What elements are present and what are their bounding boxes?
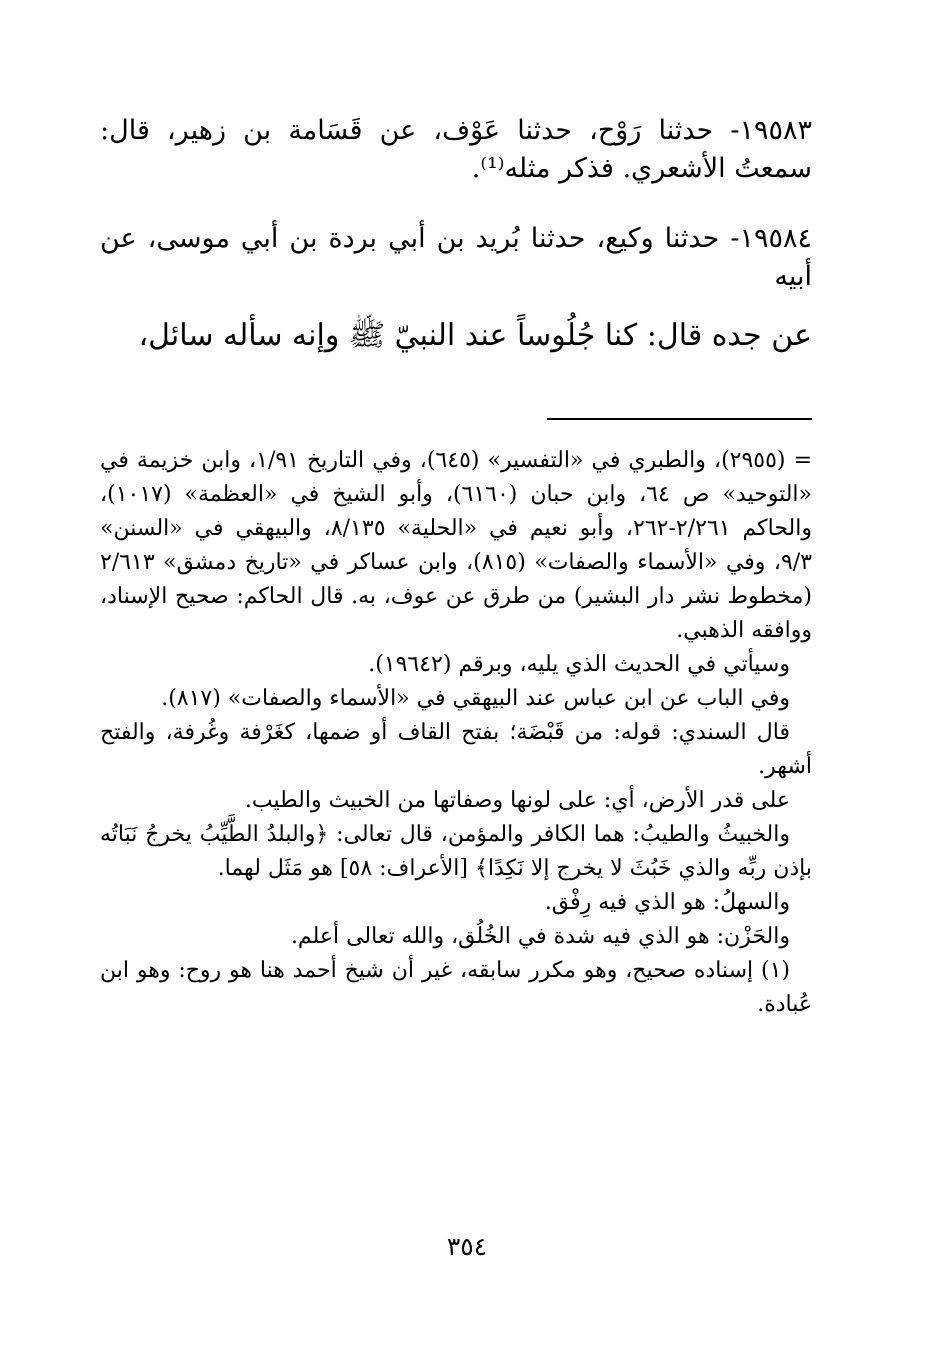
- footnote-divider: [547, 418, 812, 420]
- hadith-narration-line: عن جده قال: كنا جُلُوساً عند النبيّ ﷺ وإنه سأله سائل،: [138, 318, 812, 353]
- footnote-cross-reference: وسيأتي في الحديث الذي يليه، وبرقم (١٩٦٤٢).: [368, 652, 790, 677]
- hadith-19583: ١٩٥٨٣- حدثنا رَوْح، حدثنا عَوْف، عن قَسَامة بن زهير، قال: سمعتُ الأشعري. فذكر مثله⁽¹⁾.: [100, 115, 812, 184]
- footnote-sindi-comment: قال السندي: قوله: من قَبْضَة؛ بفتح القاف أو ضمها، كغَرْفة وغُرفة، والفتح أشهر.: [100, 720, 812, 779]
- footnote-good-bad: والخبيثُ والطيبُ: هما الكافر والمؤمن، قال تعالى: ﴿والبلدُ الطَّيِّبُ يخرجُ نَبَاتُه بإذن ربِّه والذي خَبُثَ لا يخرج إلا نَكِدًا﴾ [الأعراف: ٥٨] هو مَثَل لهما.: [100, 822, 812, 881]
- hadith-19584: ١٩٥٨٤- حدثنا وكيع، حدثنا بُريد بن أبي بردة بن أبي موسى، عن أبيه: [100, 223, 812, 292]
- footnote-1: (١) إسناده صحيح، وهو مكرر سابقه، غير أن شيخ أحمد هنا هو روح: وهو ابن عُبادة.: [100, 958, 812, 1017]
- page-number: ٣٥٤: [446, 1232, 488, 1261]
- footnote-earth-measure: على قدر الأرض، أي: على لونها وصفاتها من الخبيث والطيب.: [244, 788, 790, 813]
- main-text: [100, 112, 812, 296]
- footnote-chapter-reference: وفي الباب عن ابن عباس عند البيهقي في «الأسماء والصفات» (٨١٧).: [161, 686, 790, 711]
- footnote-sources: = (٢٩٥٥)، والطبري في «التفسير» (٦٤٥)، وفي التاريخ ١/٩١، وابن خزيمة في «التوحيد» ص ٦٤، وابن حبان (٦١٦٠)، وأبو الشيخ في «العظمة» (١٠١٧)، والحاكم ٢/٢٦١-٢٦٢، وأبو نعيم في «الحلية» ٨/١٣٥، والبيهقي في «السنن» ٩/٣، وفي «الأسماء والصفات» (٨١٥)، وابن عساكر في «تاريخ دمشق» ٢/٦١٣ (مخطوط نشر دار البشير) من طرق عن عوف، به. قال الحاكم: صحيح الإسناد، ووافقه الذهبي.: [100, 448, 813, 643]
- footnote-hard: والحَزْن: هو الذي فيه شدة في الخُلُق، والله تعالى أعلم.: [290, 924, 790, 949]
- footnotes: [100, 444, 812, 1022]
- footnote-easy: والسهلُ: هو الذي فيه رِفْق.: [544, 890, 790, 915]
